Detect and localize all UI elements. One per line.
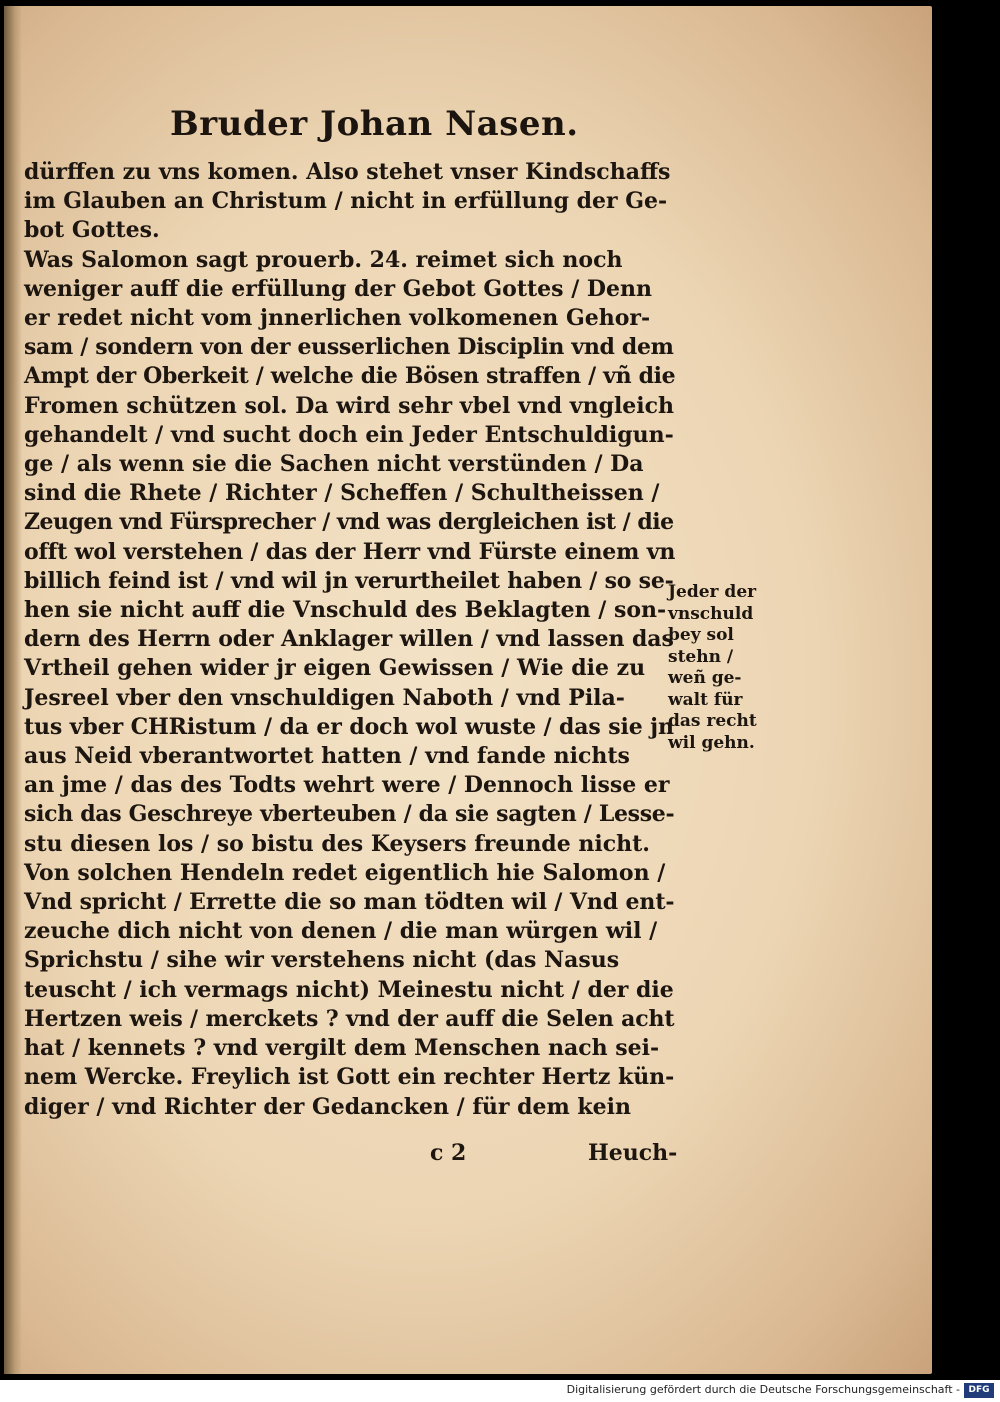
margin-note-line: stehn / bbox=[668, 646, 734, 667]
margin-note-line: das recht bbox=[668, 711, 757, 731]
dfg-logo: DFG bbox=[964, 1383, 994, 1398]
text-line: Hertzen weis / merckets ? vnd der auff die Selen acht bbox=[24, 1005, 675, 1032]
text-line: sich das Geschreye vberteuben / da sie sagten / Lesse- bbox=[24, 801, 675, 828]
text-line: Ampt der Oberkeit / welche die Bösen straffen / vñ die bbox=[24, 363, 676, 390]
margin-note-line: Jeder der bbox=[668, 582, 757, 602]
margin-note-line: wil gehn. bbox=[668, 732, 755, 753]
text-line: hen sie nicht auff die Vnschuld des Beklagten / son- bbox=[24, 597, 667, 624]
text-line: dern des Herrn oder Anklager willen / vnd lassen das bbox=[24, 626, 674, 653]
text-line: offt wol verstehen / das der Herr vnd Fürste einem vn bbox=[24, 538, 676, 565]
running-head: Bruder Johan Nasen. bbox=[170, 104, 579, 144]
text-line: weniger auff die erfüllung der Gebot Gottes / Denn bbox=[24, 275, 652, 302]
footer-bar bbox=[0, 1380, 1000, 1402]
text-line: Sprichstu / sihe wir verstehens nicht (das Nasus bbox=[24, 947, 620, 974]
text-line: sind die Rhete / Richter / Scheffen / Schultheissen / bbox=[24, 480, 660, 507]
text-line: stu diesen los / so bistu des Keysers freunde nicht. bbox=[24, 830, 650, 857]
text-line: billich feind ist / vnd wil jn verurtheilet haben / so se- bbox=[24, 567, 674, 594]
text-line: tus vber CHRistum / da er doch wol wuste / das sie jn bbox=[24, 713, 674, 740]
text-line: Vrtheil gehen wider jr eigen Gewissen / Wie die zu bbox=[24, 655, 646, 682]
text-line: teuscht / ich vermags nicht) Meinestu nicht / der die bbox=[24, 976, 674, 1003]
margin-note-line: weñ ge- bbox=[668, 668, 742, 688]
text-line: nem Wercke. Freylich ist Gott ein rechter Hertz kün- bbox=[24, 1064, 675, 1091]
margin-note-line: vnschuld bbox=[668, 603, 754, 624]
funding-credit: Digitalisierung gefördert durch die Deutsche Forschungsgemeinschaft - bbox=[566, 1383, 960, 1396]
text-line: Von solchen Hendeln redet eigentlich hie Salomon / bbox=[24, 859, 666, 886]
text-line: diger / vnd Richter der Gedancken / für dem kein bbox=[24, 1093, 631, 1120]
margin-note bbox=[668, 582, 778, 754]
text-line: gehandelt / vnd sucht doch ein Jeder Entschuldigun- bbox=[24, 421, 674, 448]
text-line: Vnd spricht / Errette die so man tödten wil / Vnd ent- bbox=[24, 889, 675, 916]
text-line: im Glauben an Christum / nicht in erfüllung der Ge- bbox=[24, 188, 668, 215]
page-gutter bbox=[4, 6, 22, 1374]
signature-mark: c 2 bbox=[430, 1140, 467, 1166]
text-line: zeuche dich nicht von denen / die man würgen wil / bbox=[24, 918, 658, 945]
text-line: Fromen schützen sol. Da wird sehr vbel vnd vngleich bbox=[24, 392, 675, 419]
text-line: Zeugen vnd Fürsprecher / vnd was dergleichen ist / die bbox=[24, 509, 674, 536]
margin-note-line: walt für bbox=[668, 689, 743, 710]
text-line: dürffen zu vns komen. Also stehet vnser Kindschaffs bbox=[24, 159, 671, 185]
text-line: Was Salomon sagt prouerb. 24. reimet sich noch bbox=[24, 246, 623, 273]
body-text bbox=[24, 158, 674, 1122]
text-line: an jme / das des Todts wehrt were / Dennoch lisse er bbox=[24, 772, 670, 799]
text-line: bot Gottes. bbox=[24, 217, 160, 244]
text-line: ge / als wenn sie die Sachen nicht verstünden / Da bbox=[24, 451, 644, 478]
text-line: er redet nicht vom jnnerlichen volkomenen Gehor- bbox=[24, 305, 651, 332]
text-line: aus Neid vberantwortet hatten / vnd fande nichts bbox=[24, 743, 630, 770]
margin-note-line: bey sol bbox=[668, 625, 734, 645]
catchword: Heuch- bbox=[588, 1140, 678, 1166]
text-line: Jesreel vber den vnschuldigen Naboth / vnd Pila- bbox=[24, 684, 625, 711]
text-line: hat / kennets ? vnd vergilt dem Menschen nach sei- bbox=[24, 1035, 660, 1062]
text-line: sam / sondern von der eusserlichen Disciplin vnd dem bbox=[24, 334, 674, 361]
